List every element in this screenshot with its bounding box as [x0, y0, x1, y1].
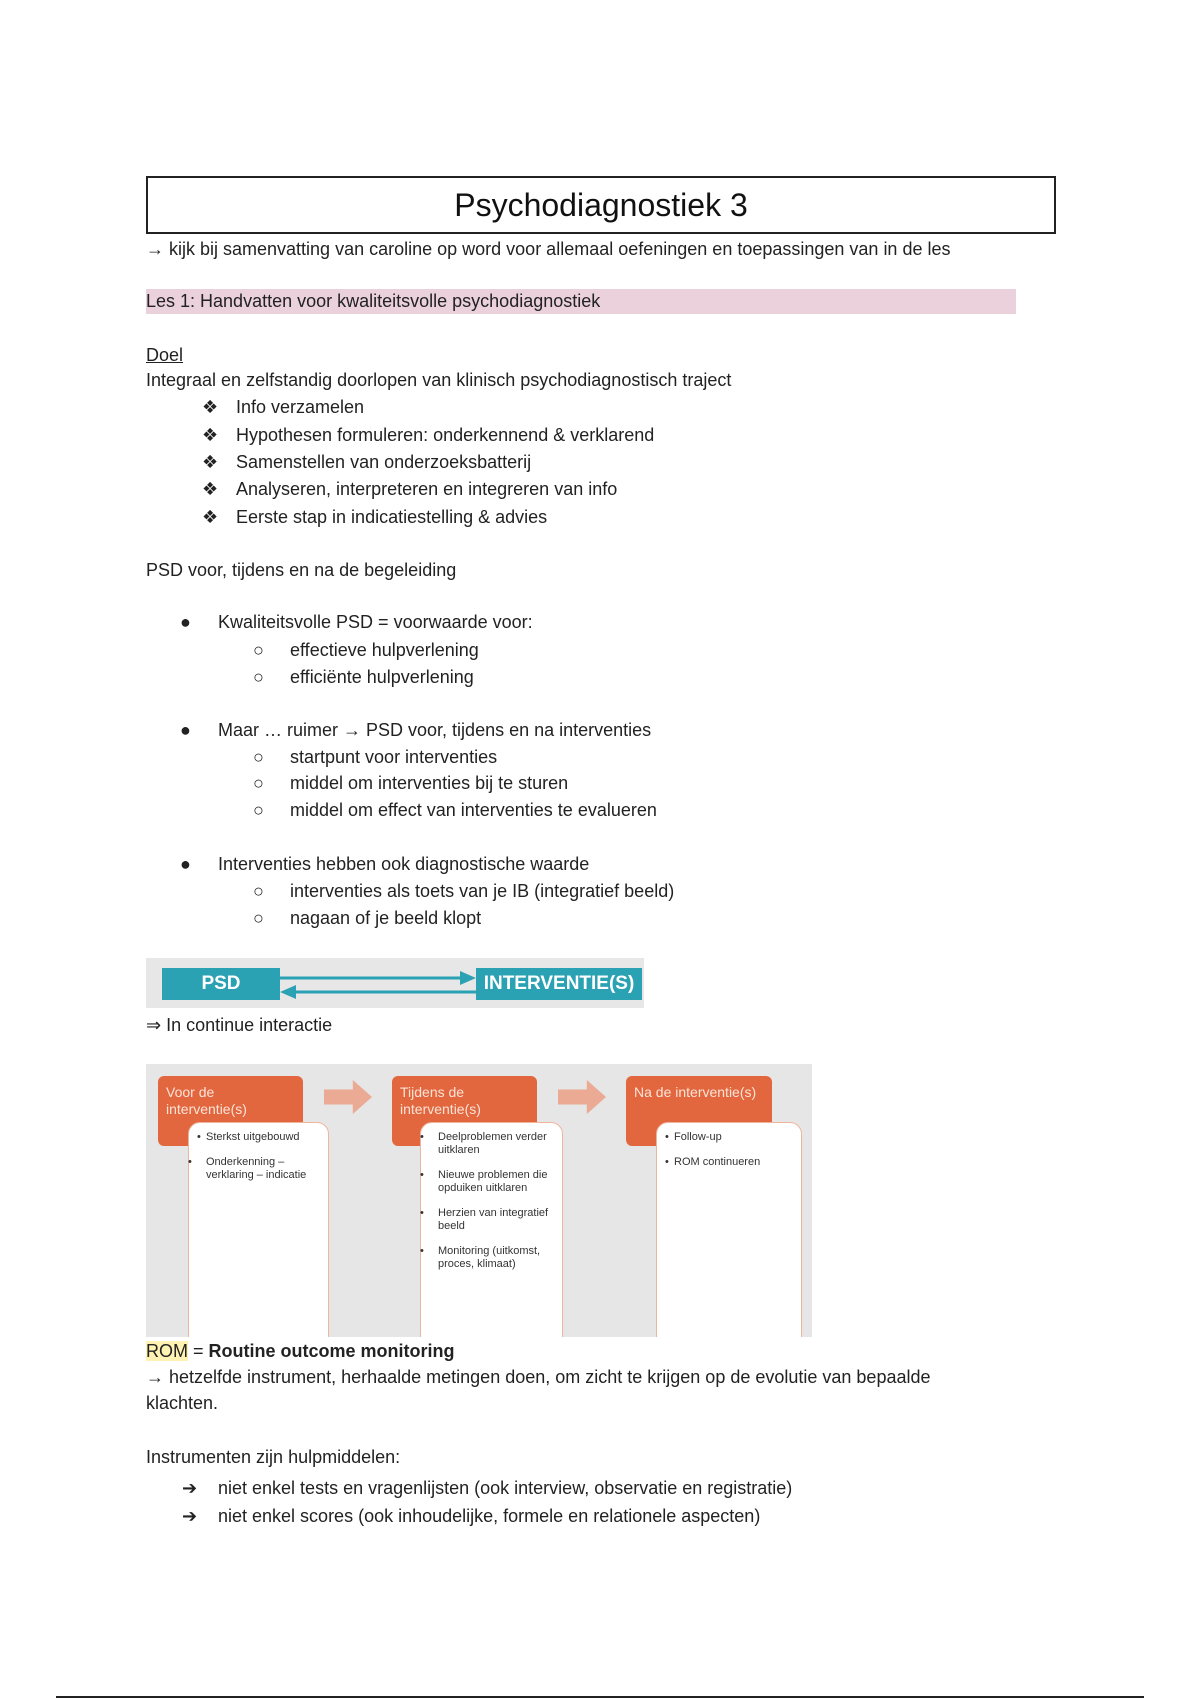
phase-card-during [420, 1122, 563, 1337]
list-item: ○ middel om interventies bij te sturen [253, 770, 568, 796]
rom-definition: ROM = Routine outcome monitoring [146, 1341, 455, 1361]
list-item: • Herzien van integratief beeld [420, 1207, 549, 1232]
list-item: ○ effectieve hulpverlening [253, 637, 479, 663]
list-item: • ROM continueren [665, 1156, 761, 1168]
intro-note: → kijk bij samenvatting van caroline op word voor allemaal oefeningen en toepassingen van in de les [146, 239, 951, 259]
list-item: ○ interventies als toets van je IB (integratief beeld) [253, 878, 674, 904]
list-item: ● Kwaliteitsvolle PSD = voorwaarde voor: [180, 609, 533, 635]
list-item: ● Interventies hebben ook diagnostische waarde [180, 851, 589, 877]
diamond-bullet-icon: ❖ [202, 479, 219, 499]
psd-line: PSD voor, tijdens en na de begeleiding [146, 560, 457, 580]
bullet-dot-icon: ● [180, 612, 191, 632]
phase-card-after [656, 1122, 802, 1337]
diamond-bullet-icon: ❖ [202, 425, 219, 445]
list-item: ❖ Hypothesen formuleren: onderkennend & verklarend [202, 422, 654, 448]
footer-divider [56, 1696, 1144, 1698]
diamond-bullet-icon: ❖ [202, 452, 219, 472]
phase-card-before [188, 1122, 329, 1337]
circle-bullet-icon: ○ [253, 881, 264, 901]
circle-bullet-icon: ○ [253, 640, 264, 660]
list-item: ○ startpunt voor interventies [253, 744, 497, 770]
diamond-bullet-icon: ❖ [202, 397, 219, 417]
list-item: • Deelproblemen verder uitklaren [420, 1131, 547, 1156]
bullet-dot-icon: ● [180, 854, 191, 874]
continuous-interaction: ⇒ In continue interactie [146, 1015, 333, 1035]
rom-full: Routine outcome monitoring [208, 1341, 455, 1361]
list-item: ○ efficiënte hulpverlening [253, 664, 474, 690]
list-item: ● Maar … ruimer → PSD voor, tijdens en na interventies [180, 717, 651, 743]
bullet-dot-icon: ● [180, 720, 191, 740]
psd-intervention-diagram [146, 958, 644, 1008]
diamond-bullet-icon: ❖ [202, 507, 219, 527]
intervention-box: INTERVENTIE(S) [476, 968, 642, 1000]
circle-bullet-icon: ○ [253, 800, 264, 820]
list-item: ❖ Analyseren, interpreteren en integreren van info [202, 476, 617, 502]
arrow-right-icon [324, 1080, 372, 1114]
list-item: ○ nagaan of je beeld klopt [253, 905, 481, 931]
list-item: ❖ Info verzamelen [202, 394, 364, 420]
bidirectional-arrow-icon [280, 966, 476, 1002]
list-item: • Follow-up [665, 1131, 722, 1143]
instruments-intro: Instrumenten zijn hulpmiddelen: [146, 1447, 401, 1467]
rom-explanation-line1: → hetzelfde instrument, herhaalde metingen doen, om zicht te krijgen op de evolutie van bepaalde [146, 1367, 931, 1387]
list-item: • Monitoring (uitkomst, proces, klimaat) [420, 1245, 541, 1270]
arrow-right-icon [558, 1080, 606, 1114]
lesson-heading: Les 1: Handvatten voor kwaliteitsvolle psychodiagnostiek [146, 289, 1016, 314]
page-title: Psychodiagnostiek 3 [146, 176, 1056, 234]
phase-header-before: Voor de interventie(s) [158, 1076, 303, 1146]
list-item: ○ middel om effect van interventies te evalueren [253, 797, 657, 823]
list-item: • Onderkenning – verklaring – indicatie [188, 1156, 307, 1181]
doel-text: Integraal en zelfstandig doorlopen van klinisch psychodiagnostisch traject [146, 370, 732, 390]
list-item: ➔ niet enkel tests en vragenlijsten (ook interview, observatie en registratie) [182, 1475, 792, 1501]
process-diagram [146, 1064, 812, 1337]
arrow-bullet-icon: ➔ [182, 1478, 198, 1498]
doel-label: Doel [146, 345, 184, 365]
circle-bullet-icon: ○ [253, 773, 264, 793]
psd-box: PSD [162, 968, 280, 1000]
list-item: ❖ Samenstellen van onderzoeksbatterij [202, 449, 531, 475]
phase-header-during: Tijdens de interventie(s) [392, 1076, 537, 1146]
list-item: • Nieuwe problemen die opduiken uitklaren [420, 1169, 548, 1194]
circle-bullet-icon: ○ [253, 908, 264, 928]
rom-explanation-line2: klachten. [146, 1393, 219, 1413]
list-item: ➔ niet enkel scores (ook inhoudelijke, formele en relationele aspecten) [182, 1503, 760, 1529]
list-item: ❖ Eerste stap in indicatiestelling & advies [202, 504, 547, 530]
phase-header-after: Na de interventie(s) [626, 1076, 772, 1146]
arrow-bullet-icon: ➔ [182, 1506, 198, 1526]
circle-bullet-icon: ○ [253, 667, 264, 687]
circle-bullet-icon: ○ [253, 747, 264, 767]
list-item: • Sterkst uitgebouwd [197, 1131, 300, 1143]
rom-abbr: ROM [146, 1341, 188, 1361]
